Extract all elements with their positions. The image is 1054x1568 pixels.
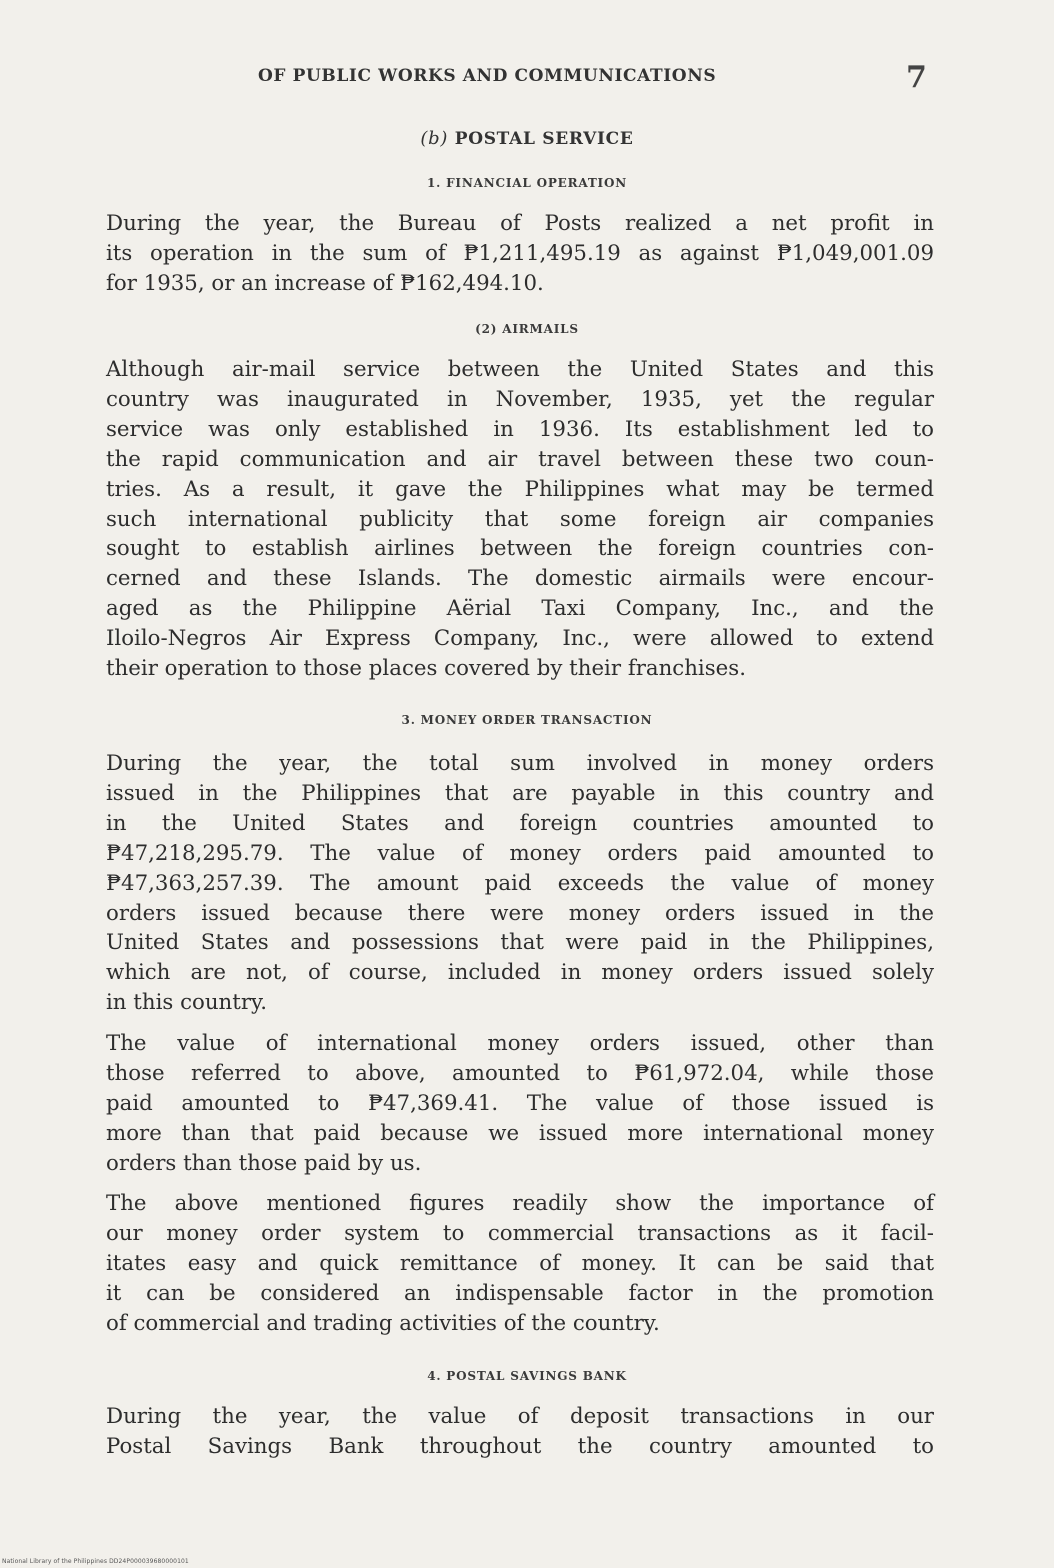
text-line: ₱47,218,295.79. The value of money orders paid amounted to [106,840,934,866]
text-line: The value of international money orders issued, other than [106,1031,934,1056]
text-line: tries. As a result, it gave the Philippines what may be termed [106,476,934,502]
text-line: Postal Savings Bank throughout the country amounted to [106,1433,934,1459]
text-line: During the year, the Bureau of Posts realized a net profit in [106,211,934,236]
text-line: aged as the Philippine Aërial Taxi Company, Inc., and the [106,596,934,622]
running-head: OF PUBLIC WORKS AND COMMUNICATIONS [258,66,717,86]
subhead-airmails: (2) AIRMAILS [475,322,579,336]
paragraph-postal-savings-bank [106,1402,934,1462]
text-line: for 1935, or an increase of ₱162,494.10. [106,270,544,296]
text-line: such international publicity that some foreign air companies [106,506,934,532]
paragraph-airmails [106,355,934,684]
text-line: those referred to above, amounted to ₱61,972.04, while those [106,1060,934,1086]
text-line: of commercial and trading activities of the country. [106,1310,660,1336]
paragraph-money-order-3 [106,1189,934,1339]
paragraph-money-order-2 [106,1029,934,1179]
text-line: more than that paid because we issued more international money [106,1120,934,1146]
text-line: their operation to those places covered by their franchises. [106,656,746,682]
library-footer: National Library of the Philippines DD24P000039680000101 [2,1558,189,1565]
page-number: 7 [906,60,927,95]
text-line: paid amounted to ₱47,369.41. The value of those issued is [106,1090,934,1116]
text-line: country was inaugurated in November, 1935, yet the regular [106,386,934,412]
text-line: United States and possessions that were paid in the Philippines, [106,930,934,956]
paragraph-money-order-1 [106,749,934,1018]
subhead-financial-operation: 1. FINANCIAL OPERATION [427,176,627,190]
text-line: ₱47,363,257.39. The amount paid exceeds the value of money [106,870,934,896]
text-line: which are not, of course, included in money orders issued solely [106,960,934,986]
text-line: issued in the Philippines that are payable in this country and [106,780,934,806]
section-title [0,128,1054,149]
text-line: cerned and these Islands. The domestic airmails were encour- [106,566,934,592]
text-line: orders issued because there were money orders issued in the [106,900,934,926]
text-line: sought to establish airlines between the foreign countries con- [106,536,934,562]
subhead-money-order-transaction: 3. MONEY ORDER TRANSACTION [401,713,653,727]
text-line: orders than those paid by us. [106,1150,422,1176]
text-line: its operation in the sum of ₱1,211,495.19 as against ₱1,049,001.09 [106,240,934,266]
text-line: During the year, the total sum involved in money orders [106,751,934,776]
paragraph-financial-operation [106,209,934,299]
text-line: service was only established in 1936. Its establishment led to [106,416,934,442]
text-line: itates easy and quick remittance of money. It can be said that [106,1250,934,1276]
text-line: in this country. [106,990,267,1016]
section-marker: (b) [420,128,449,149]
text-line: our money order system to commercial transactions as it facil- [106,1220,934,1246]
text-line: in the United States and foreign countries amounted to [106,810,934,836]
text-line: the rapid communication and air travel between these two coun- [106,446,934,472]
subhead-postal-savings-bank: 4. POSTAL SAVINGS BANK [427,1369,627,1383]
text-line: During the year, the value of deposit transactions in our [106,1404,934,1429]
section-title-text: POSTAL SERVICE [454,129,634,149]
text-line: Iloilo-Negros Air Express Company, Inc., were allowed to extend [106,626,934,652]
text-line: Although air-mail service between the United States and this [106,357,934,382]
text-line: it can be considered an indispensable factor in the promotion [106,1280,934,1306]
text-line: The above mentioned figures readily show the importance of [106,1191,934,1216]
